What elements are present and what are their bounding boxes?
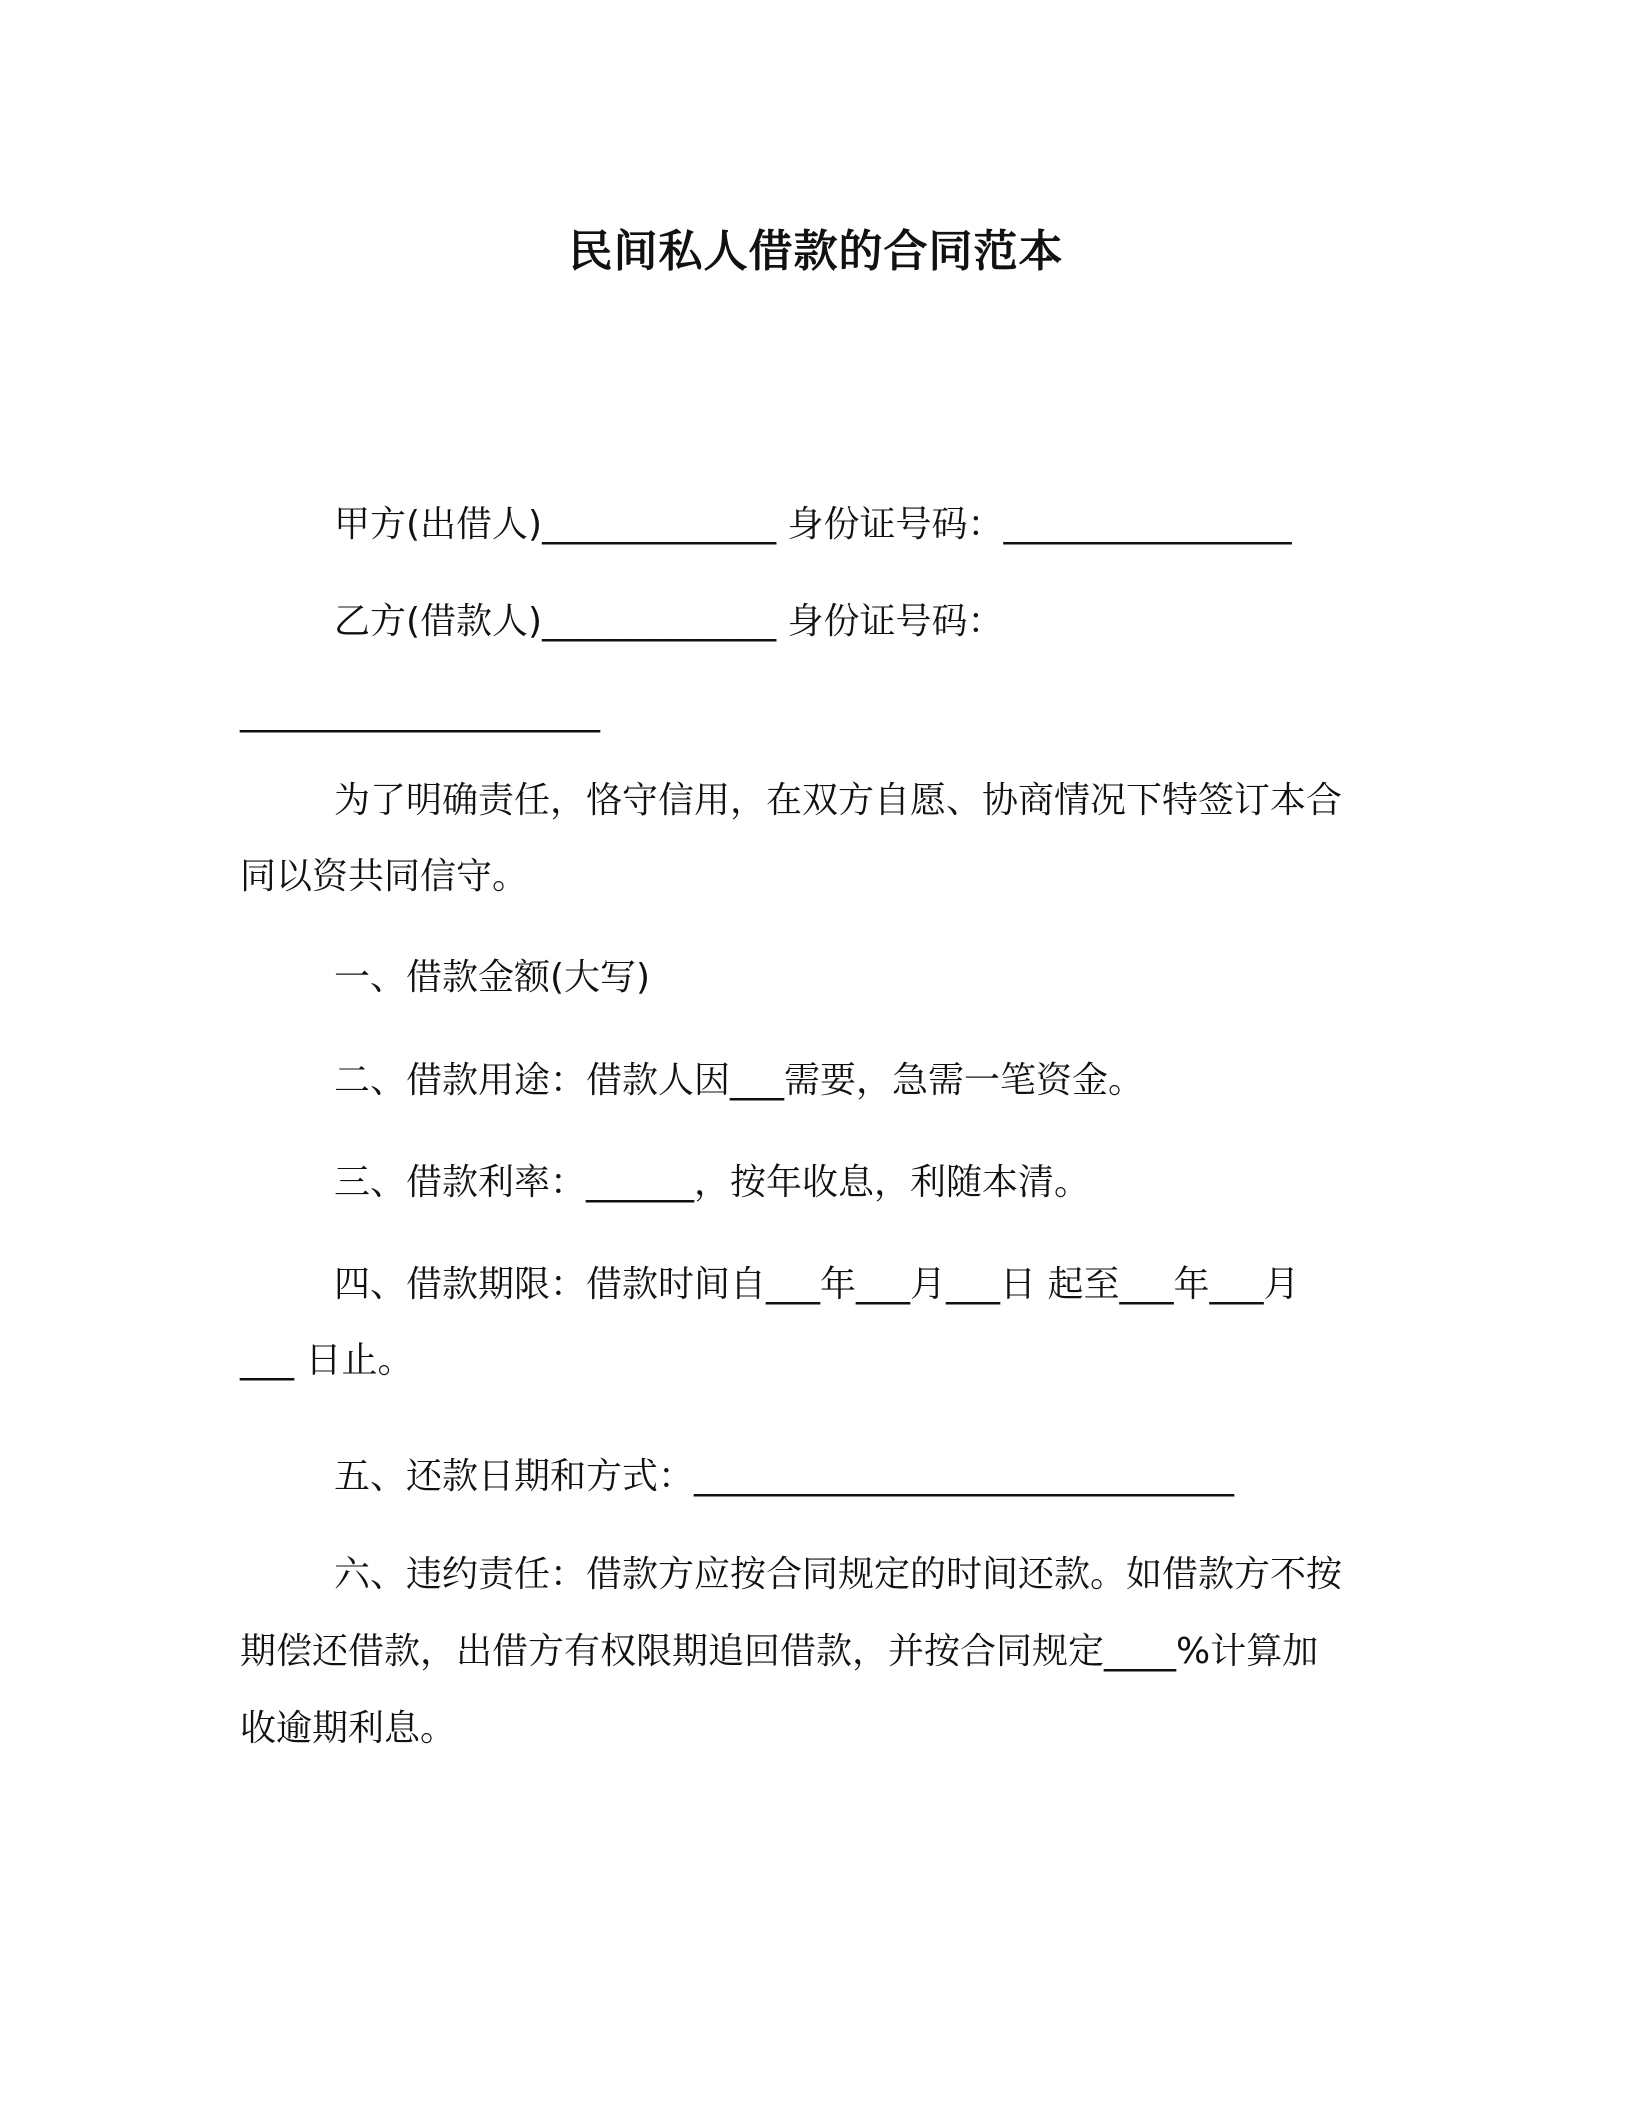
party-b-id-blank: ____________________ <box>240 692 600 733</box>
clause-1: 一、借款金额(大写) <box>334 957 651 998</box>
intro-line-1: 为了明确责任，恪守信用，在双方自愿、协商情况下特签订本合 <box>334 780 1343 821</box>
clause-6-line-1: 六、违约责任：借款方应按合同规定的时间还款。如借款方不按 <box>334 1554 1343 1595</box>
party-b-line: 乙方(借款人)_____________ 身份证号码： <box>334 601 1004 642</box>
clause-4-line-2: ___ 日止。 <box>240 1340 414 1381</box>
clause-6-line-2: 期偿还借款，出借方有权限期追回借款，并按合同规定____%计算加 <box>240 1631 1319 1672</box>
party-a-line: 甲方(出借人)_____________ 身份证号码：________________ <box>334 504 1292 545</box>
page-title: 民间私人借款的合同范本 <box>568 226 1064 277</box>
intro-line-2: 同以资共同信守。 <box>240 856 529 897</box>
clause-4-line-1: 四、借款期限：借款时间自___年___月___日 起至___年___月 <box>334 1264 1300 1305</box>
clause-6-line-3: 收逾期利息。 <box>240 1708 457 1749</box>
clause-3: 三、借款利率：______，按年收息，利随本清。 <box>334 1162 1091 1203</box>
clause-5: 五、还款日期和方式：______________________________ <box>334 1456 1235 1497</box>
clause-2: 二、借款用途：借款人因___需要，急需一笔资金。 <box>334 1060 1145 1101</box>
